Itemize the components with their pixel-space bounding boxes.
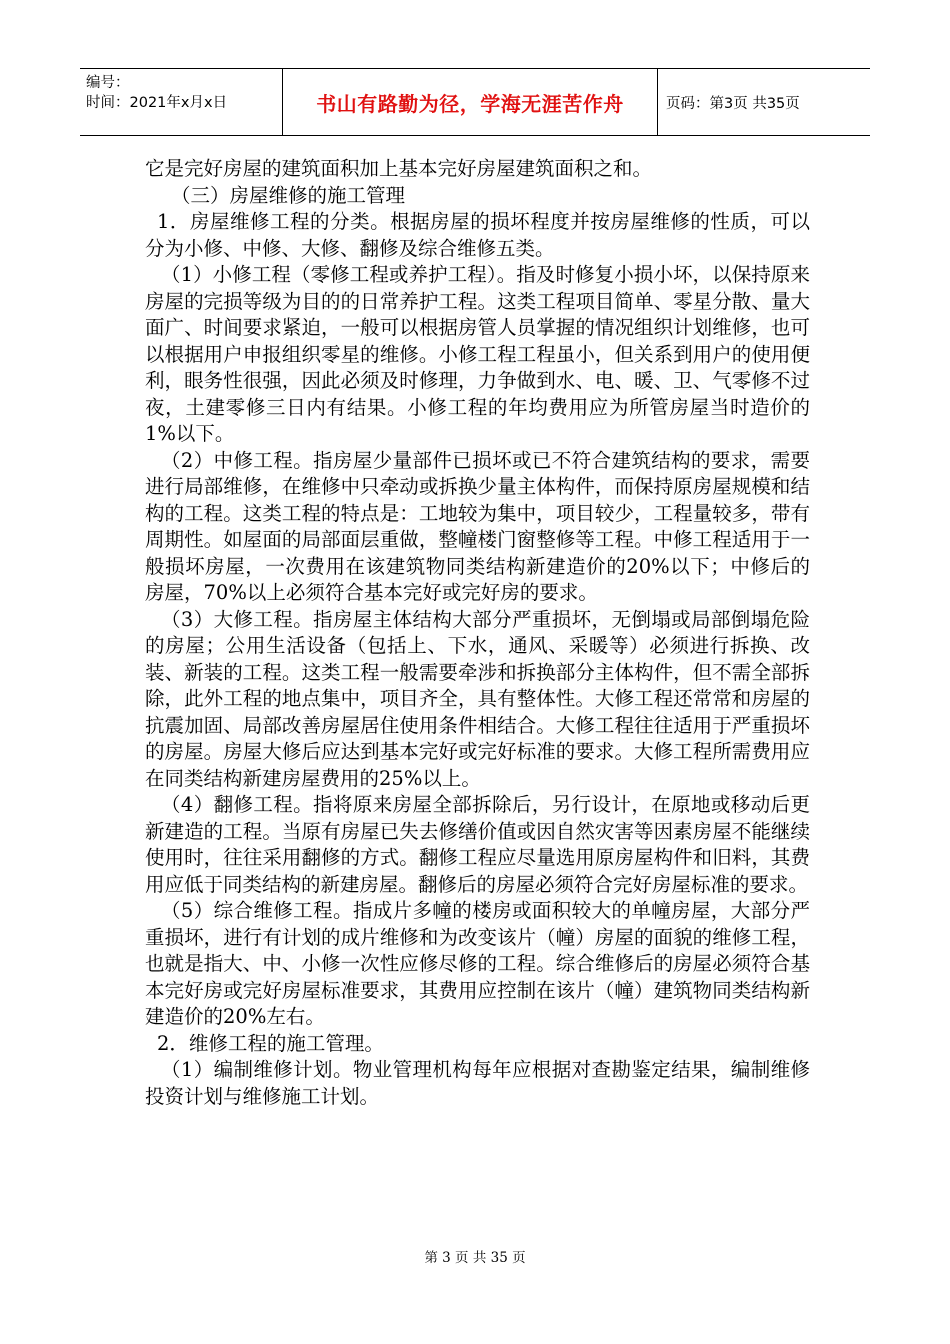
header-meta <box>80 69 282 135</box>
paragraph: （1）小修工程（零修工程或养护工程）。指及时修复小损小坏，以保持原来房屋的完损等级为目的的日常养护工程。这类工程项目简单、零星分散、量大面广、时间要求紧迫，一般可以根据房管人员掌握的情况组织计划维修，也可以根据用户申报组织零星的维修。小修工程工程虽小，但关系到用户的使用便利，眼务性很强，因此必须及时修理，力争做到水、电、暖、卫、气零修不过夜，土建零修三日内有结果。小修工程的年均费用应为所管房屋当时造价的1%以下。 <box>145 263 810 445</box>
paragraph: 它是完好房屋的建筑面积加上基本完好房屋建筑面积之和。 <box>145 157 653 180</box>
paragraph: （2）中修工程。指房屋少量部件已损坏或已不符合建筑结构的要求，需要进行局部维修，在维修中只牵动或拆换少量主体构件，而保持原房屋规模和结构的工程。这类工程的特点是：工地较为集中，项目较少，工程量较多，带有周期性。如屋面的局部面层重做，整幢楼门窗整修等工程。中修工程适用于一般损坏房屋，一次费用在该建筑物同类结构新建造价的20%以下；中修后的房屋，70%以上必须符合基本完好或完好房的要求。 <box>145 448 810 604</box>
header-table <box>80 68 870 136</box>
page-info: 页码：第3页 共35页 <box>666 95 800 112</box>
paragraph: 2．维修工程的施工管理。 <box>157 1031 384 1055</box>
motto-text: 书山有路勤为径，学海无涯苦作舟 <box>316 91 624 116</box>
footer-page-number: 第 3 页 共 35 页 <box>424 1250 526 1266</box>
header-page-cell <box>658 69 870 135</box>
document-body <box>145 156 810 1110</box>
paragraph: 1．房屋维修工程的分类。根据房屋的损坏程度并按房屋维修的性质，可以分为小修、中修、大修、翻修及综合维修五类。 <box>145 210 810 260</box>
paragraph: （1）编制维修计划。物业管理机构每年应根据对查勘鉴定结果，编制维修投资计划与维修施工计划。 <box>145 1058 810 1108</box>
time-label: 时间：2021年x月x日 <box>86 95 228 111</box>
paragraph: （5）综合维修工程。指成片多幢的楼房或面积较大的单幢房屋，大部分严重损坏，进行有计划的成片维修和为改变该片（幢）房屋的面貌的维修工程，也就是指大、中、小修一次性应修尽修的工程。综合维修后的房屋必须符合基本完好房或完好房屋标准要求，其费用应控制在该片（幢）建筑物同类结构新建造价的20%左右。 <box>145 899 810 1028</box>
page-footer <box>0 1246 950 1266</box>
number-label: 编号： <box>86 75 130 91</box>
header-motto-cell <box>282 69 658 135</box>
paragraph: （3）大修工程。指房屋主体结构大部分严重损坏，无倒塌或局部倒塌危险的房屋；公用生活设备（包括上、下水，通风、采暖等）必须进行拆换、改装、新装的工程。这类工程一般需要牵涉和拆换部分主体构件，但不需全部拆除，此外工程的地点集中，项目齐全，具有整体性。大修工程还常常和房屋的抗震加固、局部改善房屋居住使用条件相结合。大修工程往往适用于严重损坏的房屋。房屋大修后应达到基本完好或完好标准的要求。大修工程所需费用应在同类结构新建房屋费用的25%以上。 <box>145 607 810 790</box>
section-heading: （三）房屋维修的施工管理 <box>171 183 406 207</box>
paragraph: （4）翻修工程。指将原来房屋全部拆除后，另行设计，在原地或移动后更新建造的工程。当原有房屋已失去修缮价值或因自然灾害等因素房屋不能继续使用时，往往采用翻修的方式。翻修工程应尽量选用原房屋构件和旧料，其费用应低于同类结构的新建房屋。翻修后的房屋必须符合完好房屋标准的要求。 <box>145 793 810 896</box>
